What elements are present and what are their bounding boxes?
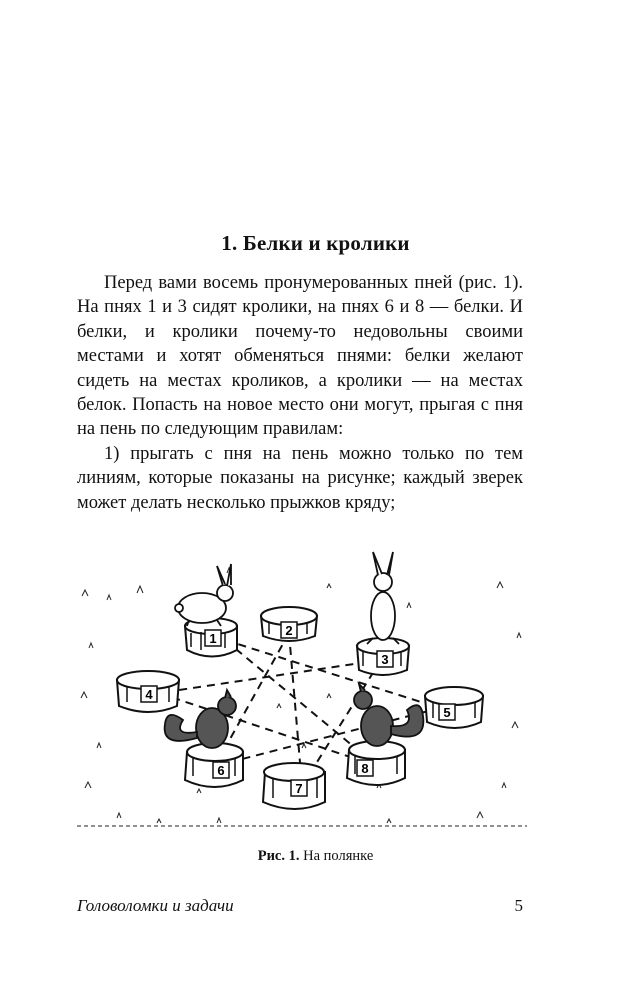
page-footer [77,896,523,916]
rabbit-icon-stump-3 [367,552,399,644]
stump-4 [117,671,179,712]
rabbit-icon-stump-1 [175,564,233,626]
paragraph-intro: Перед вами восемь пронумерованных пней (рис. 1). На пнях 1 и 3 сидят кролики, на пнях 6 и 8 — белки. И белки, и кролики почему-то недовольны своими местами и хотят обменяться пнями: белки желают сидеть на местах кроликов, а кролики — на местах белок. Попасть на новое место они могут, прыгая с пня на пень по следующим правилам: [77,273,523,440]
section-title: Белки и кролики [242,231,410,255]
stump-5 [425,687,483,728]
stump-label-7: 7 [295,781,303,796]
stump-8 [347,741,405,785]
paragraph-rule-1: 1) прыгать с пня на пень можно только по тем линиям, которые показаны на рисунке; каждый зверек может делать несколько прыжков кряду; [77,443,523,513]
caption-text: На полянке [303,848,374,864]
stump-label-3: 3 [381,652,389,667]
page-number: 5 [514,896,523,915]
glade-illustration [77,548,527,830]
stump-label-6: 6 [217,763,225,778]
stump-label-2: 2 [285,623,293,638]
running-title: Головоломки и задачи [77,896,234,915]
body-text [77,271,523,515]
caption-label: Рис. 1. [257,848,300,864]
stump-label-4: 4 [145,687,153,702]
section-number: 1. [221,231,238,255]
stump-6 [185,743,243,787]
stump-3 [357,638,409,675]
stump-1 [185,618,237,657]
section-heading [0,231,631,256]
figure-glade [77,548,527,830]
stump-label-5: 5 [443,705,451,720]
stump-7 [263,763,325,809]
squirrel-icon-stump-8 [354,684,423,746]
stump-label-8: 8 [361,761,369,776]
stump-label-1: 1 [209,631,217,646]
figure-caption [0,848,631,865]
stump-2 [261,607,317,641]
